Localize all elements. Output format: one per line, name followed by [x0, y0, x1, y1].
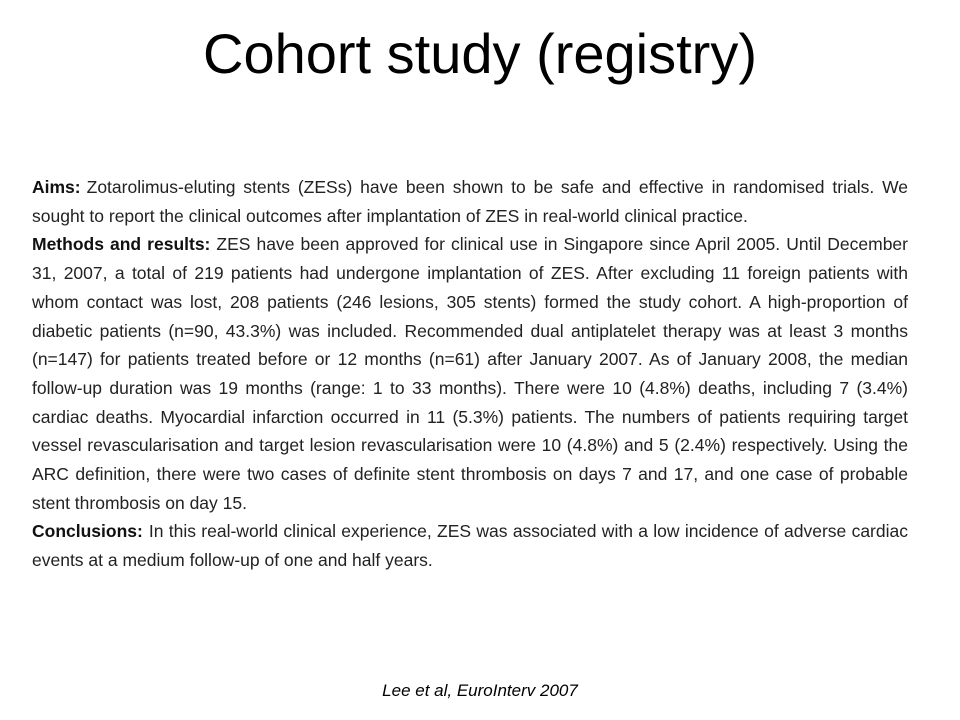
- citation: Lee et al, EuroInterv 2007: [382, 681, 578, 700]
- aims-paragraph: [32, 173, 908, 230]
- aims-text: Zotarolimus-eluting stents (ZESs) have been shown to be safe and effective in randomised trials. We sought to report the clinical outcomes after implantation of ZES in real-world clinical practice.: [32, 177, 908, 226]
- abstract-excerpt: [32, 173, 908, 575]
- conclusions-paragraph: [32, 517, 908, 574]
- conclusions-text: In this real-world clinical experience, ZES was associated with a low incidence of adverse cardiac events at a medium follow-up of one and half years.: [32, 521, 908, 571]
- aims-label: Aims:: [32, 177, 81, 197]
- slide-title: Cohort study (registry): [203, 22, 757, 85]
- methods-results-paragraph: [32, 230, 908, 517]
- conclusions-label: Conclusions:: [32, 521, 143, 542]
- methods-results-label: Methods and results:: [32, 234, 211, 255]
- methods-results-text: ZES have been approved for clinical use in Singapore since April 2005. Until December 31, 2007, a total of 219 patients had undergone implantation of ZES. After excluding 11 foreign patients with whom contact was lost, 208 patients (246 lesions, 305 stents) formed the study cohort. A high-proportion of diabetic patients (n=90, 43.3%) was included. Recommended dual antiplatelet therapy was at least 3 months (n=147) for patients treated before or 12 months (n=61) after January 2007. As of January 2008, the median follow-up duration was 19 months (range: 1 to 33 months). There were 10 (4.8%) deaths, including 7 (3.4%) cardiac deaths. Myocardial infarction occurred in 11 (5.3%) patients. The numbers of patients requiring target vessel revascularisation and target lesion revascularisation were 10 (4.8%) and 5 (2.4%) respectively. Using the ARC definition, there were two cases of definite stent thrombosis on days 7 and 17, and one case of probable stent thrombosis on day 15.: [32, 234, 908, 513]
